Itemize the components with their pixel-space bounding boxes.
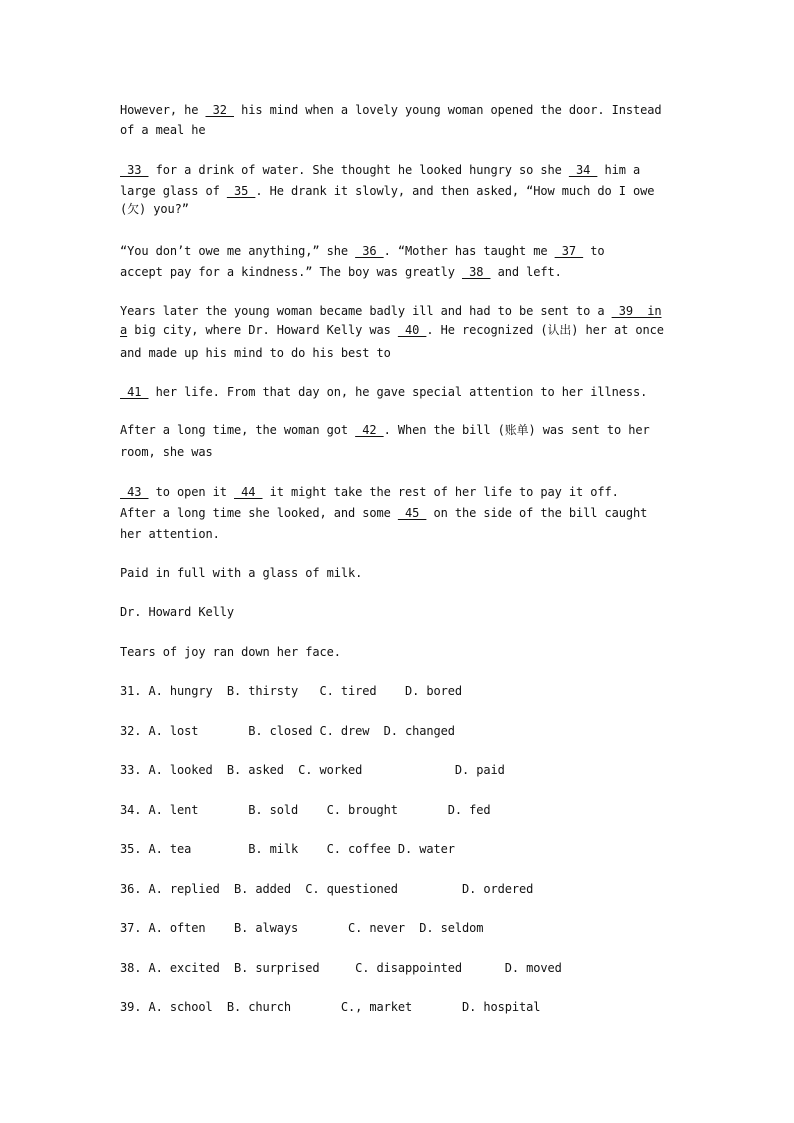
- passage-line: After a long time she looked, and some 45 on the side of the bill caught: [120, 506, 648, 520]
- question-item: 31. A. hungry B. thirsty C. tired D. bored: [120, 684, 462, 698]
- question-item: 33. A. looked B. asked C. worked D. paid: [120, 763, 505, 777]
- question-item: 37. A. often B. always C. never D. seldom: [120, 921, 484, 935]
- blank-36: 36: [355, 244, 384, 258]
- passage-line: However, he 32 his mind when a lovely young woman opened the door. Instead: [120, 103, 662, 117]
- passage-line: 33 for a drink of water. She thought he looked hungry so she 34 him a: [120, 163, 641, 177]
- blank-42: 42: [355, 423, 384, 437]
- passage-line: 43 to open it 44 it might take the rest of her life to pay it off.: [120, 485, 619, 499]
- blank-44: 44: [234, 485, 263, 499]
- blank-41: 41: [120, 385, 149, 399]
- passage-line: Tears of joy ran down her face.: [120, 645, 341, 659]
- question-item: 39. A. school B. church C., market D. hospital: [120, 1000, 541, 1014]
- passage-line: Dr. Howard Kelly: [120, 605, 234, 619]
- question-item: 32. A. lost B. closed C. drew D. changed: [120, 724, 455, 738]
- passage-line: a big city, where Dr. Howard Kelly was 40 . He recognized (认出) her at once: [120, 323, 664, 337]
- passage-line: her attention.: [120, 527, 220, 541]
- blank-38: 38: [461, 265, 491, 279]
- blank-45: 45: [397, 506, 427, 520]
- passage-line: Years later the young woman became badly ill and had to be sent to a 39 in: [120, 304, 662, 318]
- blank-33: 33: [120, 163, 149, 177]
- passage-line: of a meal he: [120, 123, 206, 137]
- blank-35: 35: [226, 184, 256, 198]
- blank-34: 34: [568, 163, 598, 177]
- passage-line: (欠) you?”: [120, 202, 189, 216]
- passage-line: room, she was: [120, 445, 213, 459]
- passage-line: Paid in full with a glass of milk.: [120, 566, 363, 580]
- blank-39: 39 in: [611, 304, 662, 318]
- question-item: 38. A. excited B. surprised C. disappointed D. moved: [120, 961, 562, 975]
- passage-line: After a long time, the woman got 42 . When the bill (账单) was sent to her: [120, 423, 650, 437]
- passage-line: large glass of 35 . He drank it slowly, and then asked, “How much do I owe: [120, 184, 655, 198]
- question-item: 35. A. tea B. milk C. coffee D. water: [120, 842, 455, 856]
- question-item: 34. A. lent B. sold C. brought D. fed: [120, 803, 491, 817]
- passage-line: accept pay for a kindness.” The boy was greatly 38 and left.: [120, 265, 562, 279]
- passage-line: 41 her life. From that day on, he gave special attention to her illness.: [120, 385, 648, 399]
- passage-line: “You don’t owe me anything,” she 36 . “Mother has taught me 37 to: [120, 244, 605, 258]
- blank-43: 43: [120, 485, 149, 499]
- passage-line: and made up his mind to do his best to: [120, 346, 391, 360]
- blank-32: 32: [205, 103, 234, 117]
- question-item: 36. A. replied B. added C. questioned D. ordered: [120, 882, 534, 896]
- blank-40: 40: [397, 323, 427, 337]
- blank-37: 37: [554, 244, 584, 258]
